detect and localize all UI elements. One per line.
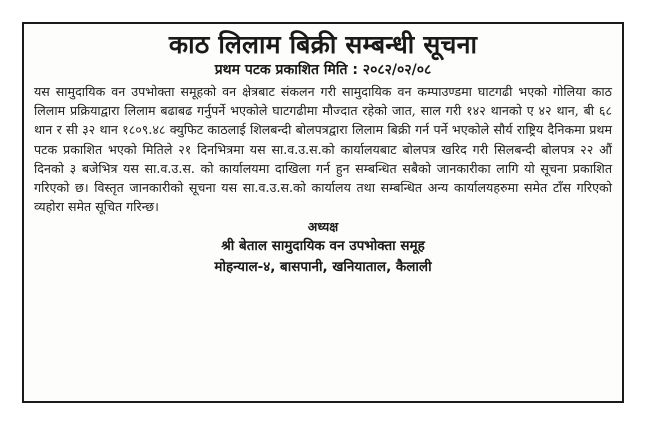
organization-name: श्री बेताल सामुदायिक वन उपभोक्ता समूह bbox=[221, 238, 425, 255]
notice-body: यस सामुदायिक वन उपभोक्ता समूहको वन क्षेत्रबाट संकलन गरी सामुदायिक वन कम्पाउण्डमा घाटगढी भएको गोलिया काठ लिलाम प्रक्रियाद्वारा लिलाम बढाबढ गर्नुपर्ने भएकोले घाटगढीमा मौज्दात रहेको जात, साल गरी १४२ थानको ए ४२ थान, बी ६८ थान र सी ३२ थान १८०९.४८ क्युफिट काठलाई शिलबन्दी बोलपत्रद्वारा लिलाम बिक्री गर्न पर्ने भएकोले सौर्य राष्ट्रिय दैनिकमा प्रथम पटक प्रकाशित भएको मितिले २१ दिनभित्रमा यस सा.व.उ.स.को कार्यालयबाट बोलपत्र खरिद गरी सिलबन्दी बोलपत्र २२ औं दिनको ३ बजेभित्र यस सा.व.उ.स. को कार्यालयमा दाखिला गर्न हुन सम्बन्धित सबैको जानकारीका लागि यो सूचना प्रकाशित गरिएको छ। विस्तृत जानकारीको सूचना यस सा.व.उ.स.को कार्यालय तथा सम्बन्धित अन्य कार्यालयहरुमा समेत टाँस गरिएको व्यहोरा समेत सूचित गरिन्छ। bbox=[34, 84, 612, 215]
signature-block bbox=[34, 217, 612, 278]
notice-title: काठ लिलाम बिक्री सम्बन्धी सूचना bbox=[168, 30, 478, 59]
organization-address: मोहन्याल-४, बासपानी, खनियाताल, कैलाली bbox=[214, 259, 432, 276]
publish-date: प्रथम पटक प्रकाशित मिति : २०८२/०२/०८ bbox=[214, 62, 432, 78]
notice-box bbox=[22, 22, 624, 403]
signatory-role: अध्यक्ष bbox=[307, 219, 339, 235]
